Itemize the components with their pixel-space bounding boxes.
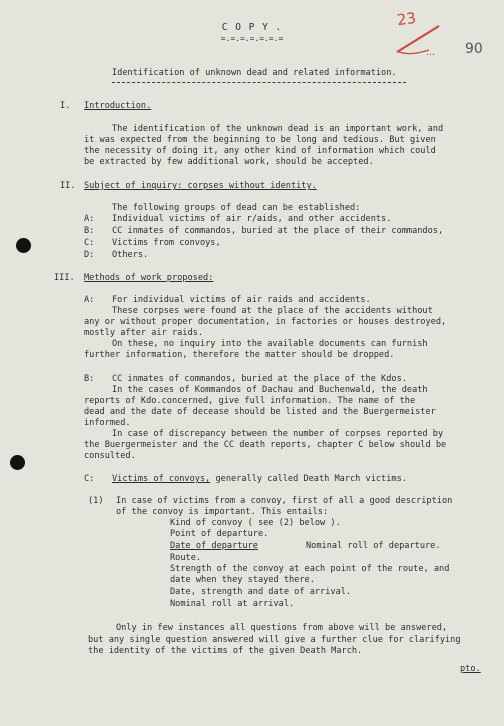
paragraph-line: of the convoy is important. This entails: bbox=[116, 507, 329, 517]
section-three-numeral: III. bbox=[54, 273, 75, 283]
date-of-departure-label: Date of departure bbox=[170, 541, 258, 551]
paragraph-line: In case of victims from a convoy, first of all a good description bbox=[116, 496, 453, 506]
stamp-number: 90 bbox=[465, 41, 483, 57]
section-one-numeral: I. bbox=[60, 101, 71, 111]
list-item: Others. bbox=[112, 250, 149, 260]
paragraph-line: the Buergermeister and the CC death reports, chapter C below should be bbox=[84, 440, 447, 450]
entail-item: Kind of convoy ( see (2) below ). bbox=[170, 518, 341, 528]
list-letter: B: bbox=[84, 226, 95, 236]
subsection-title: CC inmates of commandos, buried at the place of the Kdos. bbox=[112, 374, 407, 384]
stamp-prefix: … bbox=[426, 48, 435, 58]
nominal-roll-departure: Nominal roll of departure. bbox=[306, 541, 441, 551]
subsection-letter: C: bbox=[84, 474, 95, 484]
entail-item: Date, strength and date of arrival. bbox=[170, 587, 352, 597]
list-item: CC inmates of commandos, buried at the place of their commandos, bbox=[112, 226, 444, 236]
paragraph-line: consulted. bbox=[84, 451, 136, 461]
paragraph-line: any or without proper documentation, in factories or houses destroyed, bbox=[84, 317, 447, 327]
closing-line: Only in few instances all questions from above will be answered, bbox=[116, 623, 448, 633]
subsection-title bbox=[112, 474, 407, 485]
section-three-heading: Methods of work proposed: bbox=[84, 273, 214, 283]
document-title: Identification of unknown dead and related information. bbox=[112, 68, 397, 78]
paragraph-line: be extracted by few additional work, should be accepted. bbox=[84, 157, 374, 167]
paragraph-line: In the cases of Kommandos of Dachau and Buchenwald, the death bbox=[112, 385, 428, 395]
paragraph-line: These corpses were found at the place of the accidents without bbox=[112, 306, 433, 316]
section-two-numeral: II. bbox=[60, 181, 76, 191]
paragraph-line: it was expected from the beginning to be long and tedious. But given bbox=[84, 135, 436, 145]
subsection-letter: B: bbox=[84, 374, 95, 384]
subsection-title-rest: generally called Death March victims. bbox=[210, 474, 407, 484]
list-letter: C: bbox=[84, 238, 95, 248]
paragraph-line: dead and the date of decease should be listed and the Buergermeister bbox=[84, 407, 436, 417]
list-item: Victims from convoys, bbox=[112, 238, 221, 248]
copy-underline: =.=.=.=.=.=.= bbox=[220, 34, 284, 43]
title-underline bbox=[112, 82, 406, 83]
item-number: (1) bbox=[88, 496, 104, 506]
paragraph-line: The identification of the unknown dead is an important work, and bbox=[112, 124, 444, 134]
closing-line: the identity of the victims of the given Death March. bbox=[88, 646, 363, 656]
paragraph-line: mostly after air raids. bbox=[84, 328, 203, 338]
entail-item: Route. bbox=[170, 553, 202, 563]
list-letter: D: bbox=[84, 250, 95, 260]
paragraph-line: reports of Kdo.concerned, give full information. The name of the bbox=[84, 396, 416, 406]
copy-label: C O P Y . bbox=[221, 22, 283, 33]
entail-item: date when they stayed there. bbox=[170, 575, 315, 585]
entail-item: Strength of the convoy at each point of the route, and bbox=[170, 564, 450, 574]
subsection-title: For individual victims of air raids and accidents. bbox=[112, 295, 371, 305]
paragraph-line: further information, therefore the matter should be dropped. bbox=[84, 350, 395, 360]
punch-hole-bottom bbox=[10, 455, 25, 470]
paragraph-line: the necessity of doing it, any other kind of information which could bbox=[84, 146, 436, 156]
subsection-title-underlined: Victims of convoys, bbox=[112, 474, 211, 484]
pto-note: pto. bbox=[460, 664, 481, 674]
list-letter: A: bbox=[84, 214, 95, 224]
paragraph-line: In case of discrepancy between the number of corpses reported by bbox=[112, 429, 444, 439]
list-intro: The following groups of dead can be established: bbox=[112, 203, 361, 213]
entail-item: Point of departure. bbox=[170, 529, 269, 539]
entail-item: Nominal roll at arrival. bbox=[170, 599, 295, 609]
pencil-page-number: 23 bbox=[395, 8, 418, 30]
closing-line: but any single question answered will give a further clue for clarifying bbox=[88, 635, 461, 645]
subsection-letter: A: bbox=[84, 295, 95, 305]
section-one-heading: Introduction. bbox=[84, 101, 152, 111]
paragraph-line: On these, no inquiry into the available documents can furnish bbox=[112, 339, 428, 349]
list-item: Individual victims of air r/aids, and other accidents. bbox=[112, 214, 392, 224]
section-two-heading: Subject of inquiry: corpses without identity. bbox=[84, 181, 317, 191]
paragraph-line: informed. bbox=[84, 418, 131, 428]
punch-hole-top bbox=[16, 238, 31, 253]
